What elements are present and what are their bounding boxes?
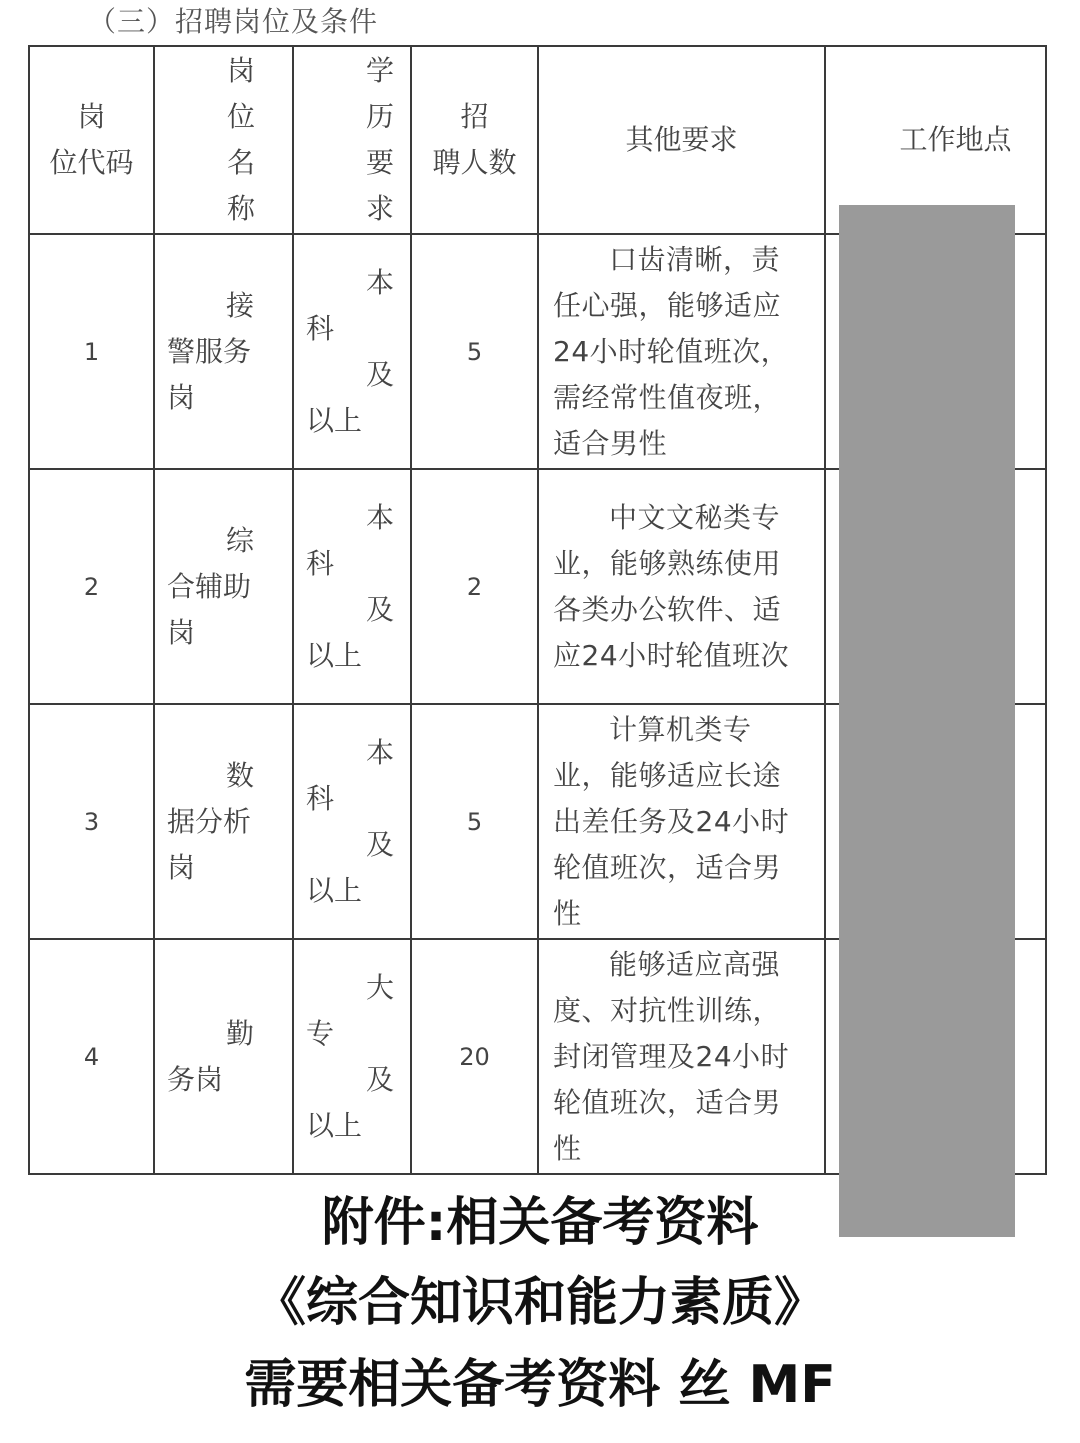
other-requirements: 计算机类专业，能够适应长途出差任务及24小时轮值班次，适合男性 <box>538 704 825 939</box>
header-recruit-count: 招 聘人数 <box>411 46 538 234</box>
position-name: 接 警服务 岗 <box>154 234 293 469</box>
position-code: 4 <box>29 939 154 1174</box>
recruit-count: 5 <box>411 234 538 469</box>
education-requirement: 本 科 及 以上 <box>293 234 411 469</box>
header-position-name: 岗 位 名 称 <box>154 46 293 234</box>
position-code: 3 <box>29 704 154 939</box>
header-other-requirements: 其他要求 <box>538 46 825 234</box>
position-name: 综 合辅助 岗 <box>154 469 293 704</box>
other-requirements: 能够适应高强度、对抗性训练，封闭管理及24小时轮值班次，适合男性 <box>538 939 825 1174</box>
other-requirements: 口齿清晰，责任心强，能够适应24小时轮值班次，需经常性值夜班，适合男性 <box>538 234 825 469</box>
position-code: 2 <box>29 469 154 704</box>
redaction-block <box>839 205 1015 1237</box>
education-requirement: 大 专 及 以上 <box>293 939 411 1174</box>
banner-attachment-line: 附件:相关备考资料 <box>321 1193 759 1253</box>
banner-contact-line: 需要相关备考资料 丝 MF <box>244 1355 836 1415</box>
recruit-count: 5 <box>411 704 538 939</box>
position-name: 勤 务岗 <box>154 939 293 1174</box>
recruit-count: 20 <box>411 939 538 1174</box>
header-position-code: 岗 位代码 <box>29 46 154 234</box>
education-requirement: 本 科 及 以上 <box>293 704 411 939</box>
recruit-count: 2 <box>411 469 538 704</box>
position-code: 1 <box>29 234 154 469</box>
other-requirements: 中文文秘类专业，能够熟练使用各类办公软件、适应24小时轮值班次 <box>538 469 825 704</box>
section-title: （三）招聘岗位及条件 <box>88 5 379 38</box>
header-education: 学 历 要 求 <box>293 46 411 234</box>
education-requirement: 本 科 及 以上 <box>293 469 411 704</box>
header-work-location: 工作地点 <box>825 46 1046 234</box>
banner-book-title: 《综合知识和能力素质》 <box>253 1273 826 1333</box>
position-name: 数 据分析 岗 <box>154 704 293 939</box>
